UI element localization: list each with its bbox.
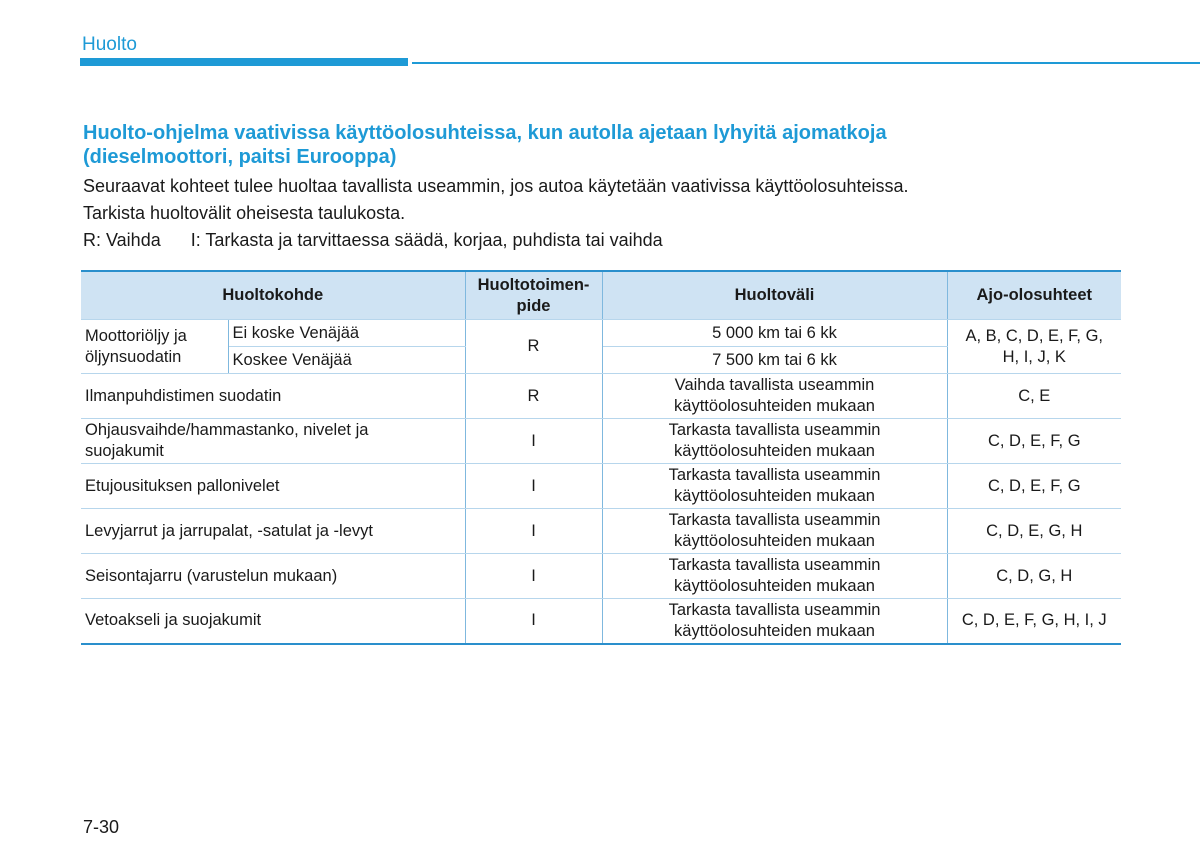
interval-line2: käyttöolosuhteiden mukaan — [674, 577, 875, 595]
item-cell — [81, 374, 465, 419]
table-row — [81, 419, 1121, 464]
action-cell: R — [465, 374, 602, 419]
item-line1: Vetoakseli ja suojakumit — [85, 611, 262, 630]
conditions-cell: C, D, E, F, G — [947, 419, 1121, 464]
header-action-line1: Huoltotoimen- — [477, 275, 590, 294]
intro-paragraph: Seuraavat kohteet tulee huoltaa tavallista useammin, jos autoa käytetään vaativissa käyttöolosuhteissa. — [83, 176, 909, 196]
oil-item-cell — [81, 320, 228, 374]
header-action — [465, 271, 602, 320]
oil-item-line1: Moottoriöljy ja — [85, 326, 187, 345]
section-heading-line2: (dieselmoottori, paitsi Eurooppa) — [83, 146, 397, 168]
oil-subitem: Ei koske Venäjää — [228, 320, 465, 347]
oil-action-cell: R — [465, 320, 602, 374]
oil-item-line2: öljynsuodatin — [85, 347, 182, 366]
interval-line2: käyttöolosuhteiden mukaan — [674, 621, 875, 640]
chapter-title: Huolto — [82, 34, 137, 55]
action-cell: I — [465, 419, 602, 464]
interval-line2: käyttöolosuhteiden mukaan — [674, 532, 875, 550]
item-line1: Levyjarrut ja jarrupalat, -satulat ja -levyt — [85, 521, 373, 540]
interval-line1: Tarkasta tavallista useammin — [668, 511, 881, 529]
interval-line2: käyttöolosuhteiden mukaan — [674, 442, 875, 460]
header-item: Huoltokohde — [81, 271, 465, 320]
interval-line1: Vaihda tavallista useammin — [674, 376, 875, 394]
interval-line1: Tarkasta tavallista useammin — [668, 600, 881, 619]
oil-conditions-cell — [947, 320, 1121, 374]
oil-interval-cell: 5 000 km tai 6 kk — [602, 320, 947, 347]
interval-cell — [602, 554, 947, 599]
table-row — [81, 599, 1121, 644]
item-line1: Ohjausvaihde/hammastanko, nivelet ja — [85, 421, 369, 439]
header-action-line2: pide — [516, 296, 551, 315]
item-cell — [81, 554, 465, 599]
conditions-cell: C, D, G, H — [947, 554, 1121, 599]
oil-interval-cell: 7 500 km tai 6 kk — [602, 347, 947, 374]
interval-cell — [602, 419, 947, 464]
conditions-cell: C, E — [947, 374, 1121, 419]
item-cell — [81, 599, 465, 644]
oil-conditions-line1: A, B, C, D, E, F, G, — [965, 326, 1104, 345]
header-interval: Huoltoväli — [602, 271, 947, 320]
table-row — [81, 554, 1121, 599]
header-rule-thick — [80, 58, 408, 66]
action-cell: I — [465, 554, 602, 599]
item-line1: Etujousituksen pallonivelet — [85, 476, 280, 495]
item-line2: suojakumit — [85, 442, 164, 460]
table-header-row — [81, 271, 1121, 320]
section-heading-line1: Huolto-ohjelma vaativissa käyttöolosuhteissa, kun autolla ajetaan lyhyitä ajomatkoja — [83, 122, 887, 144]
table-row — [81, 464, 1121, 509]
legend-replace: R: Vaihda — [83, 230, 161, 250]
item-cell — [81, 509, 465, 554]
legend-inspect: I: Tarkasta ja tarvittaessa säädä, korjaa, puhdista tai vaihda — [190, 230, 663, 250]
item-cell — [81, 464, 465, 509]
interval-line1: Tarkasta tavallista useammin — [668, 466, 881, 484]
header-conditions: Ajo-olosuhteet — [947, 271, 1121, 320]
legend-line — [83, 229, 663, 251]
oil-conditions-line2: H, I, J, K — [1002, 347, 1066, 366]
conditions-cell: C, D, E, F, G — [947, 464, 1121, 509]
item-cell — [81, 419, 465, 464]
interval-line2: käyttöolosuhteiden mukaan — [674, 487, 875, 505]
item-line1: Seisontajarru (varustelun mukaan) — [85, 566, 338, 585]
action-cell: I — [465, 464, 602, 509]
table-row — [81, 320, 1121, 347]
interval-cell — [602, 374, 947, 419]
conditions-cell: C, D, E, F, G, H, I, J — [947, 599, 1121, 644]
page-number: 7-30 — [83, 817, 120, 837]
section-heading — [83, 121, 1133, 169]
interval-cell — [602, 464, 947, 509]
conditions-cell: C, D, E, G, H — [947, 509, 1121, 554]
interval-line2: käyttöolosuhteiden mukaan — [674, 397, 875, 415]
interval-cell — [602, 599, 947, 644]
header-rule-thin — [412, 62, 1200, 64]
interval-cell — [602, 509, 947, 554]
intro-paragraph-2: Tarkista huoltovälit oheisesta taulukosta. — [83, 203, 406, 223]
item-line1: Ilmanpuhdistimen suodatin — [85, 386, 282, 405]
action-cell: I — [465, 509, 602, 554]
action-cell: I — [465, 599, 602, 644]
table-row — [81, 374, 1121, 419]
maintenance-table — [81, 270, 1121, 645]
table-row — [81, 509, 1121, 554]
oil-subitem: Koskee Venäjää — [228, 347, 465, 374]
interval-line1: Tarkasta tavallista useammin — [668, 421, 881, 439]
interval-line1: Tarkasta tavallista useammin — [668, 556, 881, 574]
